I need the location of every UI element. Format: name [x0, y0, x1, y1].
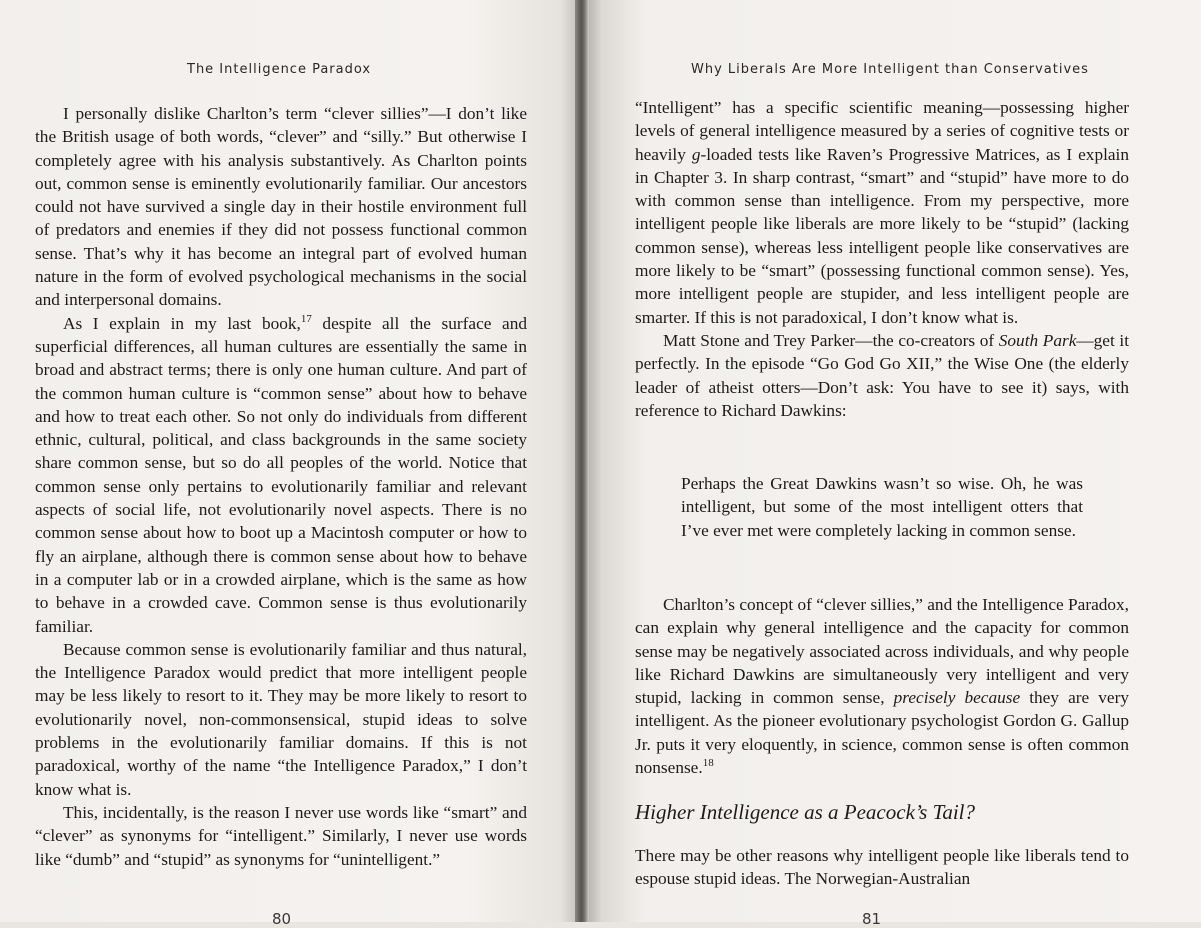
paragraph: This, incidentally, is the reason I never use words like “smart” and “clever” as synonyms for “intelligent.” Similarly, I never use words like “dumb” and “stupid” as synonyms for “unintelligent.”	[35, 802, 527, 869]
left-page-body	[35, 102, 527, 871]
right-page-body	[635, 96, 1129, 422]
block-quote: Perhaps the Great Dawkins wasn’t so wise. Oh, he was intelligent, but some of the most intelligent otters that I’ve ever met were completely lacking in common sense.	[681, 474, 1083, 540]
paragraph	[35, 312, 527, 638]
section-heading: Higher Intelligence as a Peacock’s Tail?	[635, 800, 976, 824]
paragraph: I personally dislike Charlton’s term “clever sillies”—I don’t like the British usage of both words, “clever” and “silly.” But otherwise I completely agree with his analysis substantively. As Charlton points out, common sense is eminently evolutionarily familiar. Our ancestors could not have survived a single day in their hostile environment full of predators and enemies if they did not possess functional common sense. That’s why it has become an integral part of evolved human nature in the form of evolved psychological mechanisms in the social and interpersonal domains.	[35, 104, 527, 310]
paragraph-text: they are very intelligent. As the pioneer evolutionary psychologist Gordon G. Gallup Jr. puts it very eloquently, in science, common sense is often common nonsense.	[635, 688, 1129, 778]
paragraph-text: -loaded tests like Raven’s Progressive Matrices, as I explain in Chapter 3. In sharp contrast, “smart” and “stupid” have more to do with common sense than intelligence. From my perspective, more intelligent people like liberals are more likely to be “stupid” (lacking common sense), whereas less intelligent people like conservatives are more likely to be “smart” (possessing functional common sense). Yes, more intelligent people are stupider, and less intelligent people are smarter. If this is not paradoxical, I don’t know what is.	[635, 144, 1129, 327]
paragraph	[635, 593, 1129, 779]
paragraph: There may be other reasons why intelligent people like liberals tend to espouse stupid ideas. The Norwegian-Australian	[635, 846, 1129, 889]
show-title: South Park	[998, 330, 1077, 350]
running-head-right: Why Liberals Are More Intelligent than Conservatives	[691, 62, 1089, 77]
paragraph-text: Matt Stone and Trey Parker—the co-creators of	[663, 330, 999, 350]
paragraph	[635, 96, 1129, 329]
footnote-marker: 17	[300, 312, 312, 325]
italic-g: g	[691, 144, 701, 164]
footnote-marker: 18	[702, 757, 714, 770]
paragraph-text: despite all the surface and superficial differences, all human cultures are essentially the same in broad and abstract terms; there is only one human culture. And part of the common human culture is “common sense” about how to behave and how to treat each other. So not only do individuals from different ethnic, cultural, political, and class backgrounds in the same society share common sense, but so do all peoples of the world. Notice that common sense only pertains to evolutionarily familiar and relevant aspects of social life, not evolutionarily novel aspects. There is no common sense about how to boot up a Macintosh computer or how to fly an airplane, although there is common sense about how to behave in a computer lab or in a crowded airplane, which is the same as how to behave in a crowded cave. Common sense is thus evolutionarily familiar.	[35, 313, 527, 636]
page-number-right: 81	[862, 910, 882, 928]
book-spine	[575, 0, 589, 922]
paragraph-text: “Intelligent” has a specific scientific meaning—possessing higher levels of general intelligence measured by a series of cognitive tests or heavily	[635, 98, 1129, 164]
paragraph	[635, 329, 1129, 422]
paragraph-text: Charlton’s concept of “clever sillies,” and the Intelligence Paradox, can explain why general intelligence and the capacity for common sense may be negatively associated across individuals, and why people like Richard Dawkins are simultaneously very intelligent and very stupid, lacking in common sense,	[635, 595, 1129, 708]
right-page-body-continued	[635, 593, 1129, 779]
left-page	[0, 0, 583, 928]
paragraph: Because common sense is evolutionarily familiar and thus natural, the Intelligence Paradox would predict that more intelligent people may be less likely to resort to it. They may be more likely to resort to evolutionarily novel, non-commonsensical, stupid ideas to solve problems in the evolutionarily familiar domains. If this is not paradoxical, worthy of the name “the Intelligence Paradox,” I don’t know what is.	[35, 639, 527, 799]
page-number-left: 80	[272, 910, 292, 928]
running-head-left: The Intelligence Paradox	[187, 62, 372, 77]
emphasis: precisely because	[893, 688, 1021, 708]
right-page-body-final	[635, 844, 1129, 891]
paragraph-text: As I explain in my last book,	[63, 313, 301, 333]
paragraph-text: —get it perfectly. In the episode “Go God Go XII,” the Wise One (the elderly leader of atheist otters—Don’t ask: You have to see it) says, with reference to Richard Dawkins:	[635, 330, 1129, 420]
